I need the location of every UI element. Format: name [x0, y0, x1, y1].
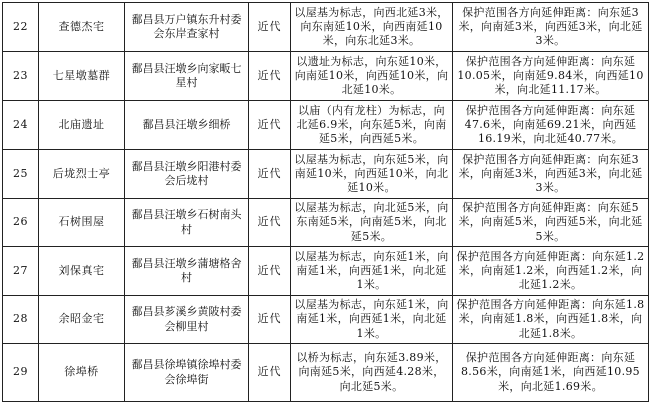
protection-scope: 保护范围各方向延伸距离：向东延5米，向南延5米，向西延5米，向北延5米。: [453, 199, 649, 247]
site-location: 鄱昌县徐埠镇徐埠村委会徐埠街: [125, 344, 249, 402]
table-row: [3, 52, 649, 101]
table-body: [3, 3, 649, 402]
table-row: [3, 3, 649, 52]
marker-description: 以屋基为标志，向东延5米，向南延10米，向西延10米，向北延10米。: [291, 150, 453, 199]
site-location: 鄱昌县汪墩乡石树南头村: [125, 199, 249, 247]
table-row: [3, 344, 649, 402]
marker-description: 以庙（内有龙柱）为标志，向北延6.9米，向东延5米，向南延5米，向西延5米。: [291, 101, 453, 150]
site-name: 徐埠桥: [39, 344, 125, 402]
site-location: 鄱昌县汪墩乡细桥: [125, 101, 249, 150]
row-number: 29: [3, 344, 39, 402]
protection-scope: 保护范围各方向延伸距离：向东延47.6米，向南延69.21米，向西延16.19米，向北延40.77米。: [453, 101, 649, 150]
protection-scope: 保护范围各方向延伸距离：向东延1.2米，向南延1.2米，向西延1.2米，向北延1.2米。: [453, 247, 649, 296]
site-era: 近代: [249, 247, 291, 296]
row-number: 26: [3, 199, 39, 247]
row-number: 22: [3, 3, 39, 52]
protection-scope: 保护范围各方向延伸距离：向东延1.8米，向南延1.8米，向西延1.8米，向北延1.8米。: [453, 296, 649, 344]
row-number: 23: [3, 52, 39, 101]
site-era: 近代: [249, 52, 291, 101]
site-location: 鄱昌县芗溪乡黄陂村委会柳里村: [125, 296, 249, 344]
site-name: 余昭金宅: [39, 296, 125, 344]
site-location: 鄱昌县汪墩乡蒲塘格舍村: [125, 247, 249, 296]
marker-description: 以屋基为标志，向北延5米，向东南延5米，向南延5米，向北延5米。: [291, 199, 453, 247]
row-number: 24: [3, 101, 39, 150]
table-row: [3, 150, 649, 199]
site-era: 近代: [249, 3, 291, 52]
site-name: 七星墩墓群: [39, 52, 125, 101]
row-number: 27: [3, 247, 39, 296]
site-name: 刘保真宅: [39, 247, 125, 296]
marker-description: 以屋基为标志，向东延1米，向南延1米，向西延1米，向北延1米。: [291, 247, 453, 296]
protection-scope: 保护范围各方向延伸距离：向东延3米，向南延3米，向西延3米，向北延3米。: [453, 3, 649, 52]
marker-description: 以屋基为标志，向东延1米，向南延1米，向西延1米，向北延1米。: [291, 296, 453, 344]
heritage-protection-table: [2, 2, 649, 402]
site-era: 近代: [249, 101, 291, 150]
site-location: 鄱昌县汪墩乡向家畈七星村: [125, 52, 249, 101]
site-location: 鄱昌县万户镇东升村委会东岸查家村: [125, 3, 249, 52]
site-era: 近代: [249, 296, 291, 344]
site-location: 鄱昌县汪墩乡阳港村委会后垅村: [125, 150, 249, 199]
row-number: 28: [3, 296, 39, 344]
marker-description: 以屋基为标志，向西北延3米，向东南延10米，向西南延10米，向东北延3米。: [291, 3, 453, 52]
protection-scope: 保护范围各方向延伸距离：向东延10.05米，向南延9.84米，向西延10米，向北延11.17米。: [453, 52, 649, 101]
row-number: 25: [3, 150, 39, 199]
site-era: 近代: [249, 344, 291, 402]
table-row: [3, 296, 649, 344]
table-row: [3, 247, 649, 296]
site-name: 查德杰宅: [39, 3, 125, 52]
protection-scope: 保护范围各方向延伸距离：向东延3米，向南延3米，向西延3米，向北延3米。: [453, 150, 649, 199]
marker-description: 以遗址为标志，向东延10米，向南延10米，向西延10米，向北延10米。: [291, 52, 453, 101]
site-era: 近代: [249, 199, 291, 247]
site-era: 近代: [249, 150, 291, 199]
site-name: 北庙遗址: [39, 101, 125, 150]
site-name: 后垅烈士亭: [39, 150, 125, 199]
protection-scope: 保护范围各方向延伸距离：向东延8.56米，向南延1米，向西延10.95米，向北延1.69米。: [453, 344, 649, 402]
marker-description: 以桥为标志，向东延3.89米，向南延5米，向西延4.28米，向北延5米。: [291, 344, 453, 402]
table-row: [3, 199, 649, 247]
site-name: 石树围屋: [39, 199, 125, 247]
table-row: [3, 101, 649, 150]
